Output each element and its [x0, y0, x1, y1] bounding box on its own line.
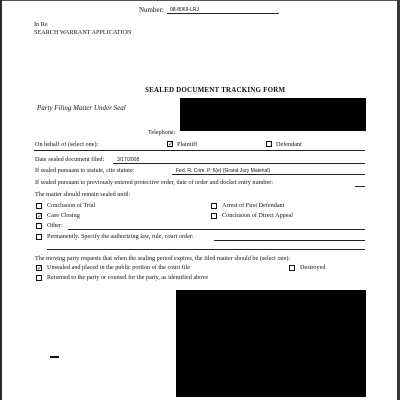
returned-label: Returned to the party or counsel for the party, as identified above: [47, 274, 209, 281]
permanently-label: Permanently. Specify the authorizing law, rule, court order:: [47, 233, 194, 240]
redaction-signature-block: [176, 290, 366, 397]
other-label: Other:: [47, 222, 63, 229]
date-filed-label: Date sealed document filed:: [35, 156, 105, 163]
redaction-party-info: [180, 98, 366, 131]
date-filed-value: 3/17/2008: [117, 157, 140, 163]
number-value: 08-8069-LRJ: [170, 7, 199, 13]
unsealed-label: Unsealed and placed in the public portion of the court file: [47, 264, 190, 271]
case-closing-checkbox[interactable]: [36, 213, 42, 219]
conclusion-of-trial-label: Conclusion of Trial: [47, 202, 96, 209]
conclusion-direct-appeal-checkbox[interactable]: [211, 213, 217, 219]
plaintiff-checkbox[interactable]: [167, 141, 173, 147]
other-checkbox[interactable]: [36, 223, 42, 229]
telephone-label: Telephone:: [148, 129, 176, 136]
page-mark: [50, 356, 59, 358]
scan-edge-top: [0, 0, 400, 1]
form-title: SEALED DOCUMENT TRACKING FORM: [145, 86, 286, 94]
conclusion-of-trial-checkbox[interactable]: [36, 203, 42, 209]
conclusion-direct-appeal-label: Conclusion of Direct Appeal: [222, 212, 293, 219]
defendant-checkbox[interactable]: [266, 141, 272, 147]
number-label: Number:: [139, 6, 164, 14]
permanently-underline-1: [214, 240, 365, 241]
case-closing-label: Case Closing: [47, 212, 80, 219]
permanently-underline-2: [47, 249, 365, 250]
defendant-label: Defendant: [276, 141, 302, 148]
remain-sealed-label: The matter should remain sealed until:: [35, 191, 131, 198]
rule-on-behalf: [34, 150, 365, 151]
destroyed-label: Destroyed: [300, 264, 326, 271]
protective-order-underline: [355, 186, 365, 187]
statute-value: Fed. R. Crim. P. 6(e) (Grand Jury Material): [176, 168, 271, 174]
party-filing-label: Party Filing Matter Under Seal: [37, 104, 126, 112]
expire-label: The moving party requests that when the sealing period expires, the filed matter should be (select one):: [35, 255, 291, 262]
case-closing-check-mark: ✓: [37, 213, 43, 220]
returned-checkbox[interactable]: [36, 275, 42, 281]
number-underline: [167, 13, 279, 14]
destroyed-checkbox[interactable]: [289, 265, 295, 271]
on-behalf-label: On behalf of (select one):: [35, 141, 99, 148]
arrest-first-defendant-checkbox[interactable]: [211, 203, 217, 209]
arrest-first-defendant-label: Arrest of First Defendant: [222, 202, 285, 209]
statute-label: If sealed pursuant to statute, cite statute:: [35, 167, 135, 174]
other-underline: [68, 229, 365, 230]
plaintiff-check-mark: ✓: [168, 141, 174, 148]
statute-underline: [172, 174, 365, 175]
case-name: SEARCH WARRANT APPLICATION: [34, 29, 132, 36]
permanently-checkbox[interactable]: [36, 234, 42, 240]
unsealed-check-mark: ✓: [37, 265, 43, 272]
date-filed-underline: [113, 163, 365, 164]
in-re-label: In Re: [34, 21, 48, 28]
unsealed-checkbox[interactable]: [36, 265, 42, 271]
plaintiff-label: Plaintiff: [177, 141, 198, 148]
protective-order-label: If sealed pursuant to previously entered protective order, date of order and docket entry number:: [35, 179, 274, 186]
scan-edge-left: [0, 0, 2, 400]
